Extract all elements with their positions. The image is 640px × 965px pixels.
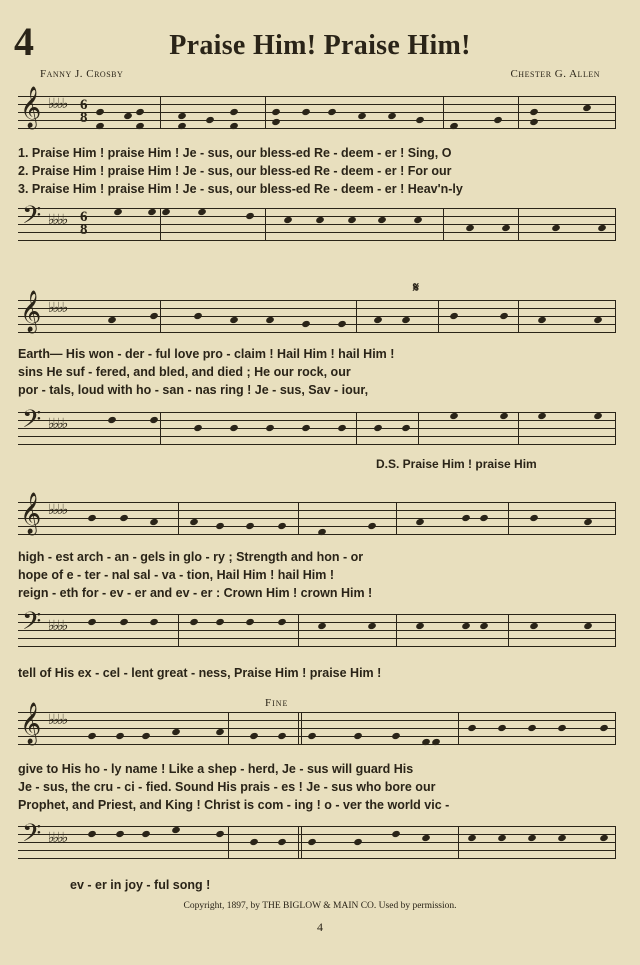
note-head-icon: [141, 732, 151, 740]
note-head-icon: [277, 838, 287, 846]
staff-line: [18, 316, 616, 317]
staff-line: [18, 120, 616, 121]
note-head-icon: [107, 416, 117, 424]
staff-line: [18, 104, 616, 105]
staff-line: [18, 614, 616, 615]
key-signature-icon: ♭♭♭♭: [48, 212, 67, 228]
staff-line: [18, 834, 616, 835]
bar-line: [298, 614, 299, 647]
note-head-icon: [401, 316, 411, 324]
note-head-icon: [387, 112, 397, 120]
bass-staff-1: [18, 201, 616, 242]
note-head-icon: [307, 732, 317, 740]
note-head-icon: [193, 312, 203, 320]
bar-line: [458, 826, 459, 859]
staff-line: [18, 526, 616, 527]
note-head-icon: [265, 316, 275, 324]
note-head-icon: [499, 412, 509, 420]
note-head-icon: [215, 618, 225, 626]
note-head-icon: [229, 316, 239, 324]
staff-line: [18, 428, 616, 429]
note-head-icon: [301, 108, 311, 116]
note-head-icon: [401, 424, 411, 432]
bass-staff-2: [18, 405, 616, 446]
bar-line: [615, 826, 616, 859]
note-head-icon: [593, 412, 603, 420]
note-head-icon: [249, 838, 259, 846]
note-head-icon: [277, 732, 287, 740]
staff-line: [18, 112, 616, 113]
note-head-icon: [271, 108, 281, 116]
note-head-icon: [415, 518, 425, 526]
note-head-icon: [249, 732, 259, 740]
note-head-icon: [461, 622, 471, 630]
bar-line: [298, 826, 299, 859]
staff-line: [18, 736, 616, 737]
note-head-icon: [391, 732, 401, 740]
bar-line: [443, 96, 444, 129]
fine-marking: Fine: [265, 697, 289, 709]
staff-line: [18, 224, 616, 225]
treble-staff-1: [18, 87, 616, 130]
note-head-icon: [161, 208, 171, 216]
staff-line: [18, 308, 616, 309]
note-head-icon: [149, 416, 159, 424]
bar-line: [518, 96, 519, 129]
bar-line: [396, 614, 397, 647]
bar-line: [615, 502, 616, 535]
note-head-icon: [497, 724, 507, 732]
lyric-line-2-verse-3: por - tals, loud with ho - san - nas ring ! Je - sus, Sav - iour,: [18, 383, 369, 397]
note-head-icon: [599, 724, 609, 732]
note-head-icon: [527, 724, 537, 732]
bar-line: [418, 412, 419, 445]
staff-line: [18, 518, 616, 519]
note-head-icon: [193, 424, 203, 432]
lyric-line-4-verse-1: give to His ho - ly name ! Like a shep - herd, Je - sus will guard His: [18, 762, 414, 776]
note-head-icon: [529, 514, 539, 522]
note-head-icon: [367, 522, 377, 530]
staff-line: [18, 444, 616, 445]
note-head-icon: [113, 208, 123, 216]
note-head-icon: [467, 724, 477, 732]
staff-line: [18, 850, 616, 851]
bar-line: [228, 712, 229, 745]
note-head-icon: [413, 216, 423, 224]
note-head-icon: [171, 826, 181, 834]
note-head-icon: [205, 116, 215, 124]
bar-line: [443, 208, 444, 241]
key-signature-icon: ♭♭♭♭: [48, 830, 67, 846]
note-head-icon: [87, 618, 97, 626]
note-head-icon: [277, 522, 287, 530]
bar-line: [518, 208, 519, 241]
note-head-icon: [115, 732, 125, 740]
note-head-icon: [582, 104, 592, 112]
note-head-icon: [245, 522, 255, 530]
note-head-icon: [353, 732, 363, 740]
note-head-icon: [215, 830, 225, 838]
treble-staff-3: [18, 493, 616, 536]
note-head-icon: [497, 834, 507, 842]
staff-line: [18, 502, 616, 503]
note-head-icon: [337, 320, 347, 328]
staff-line: [18, 826, 616, 827]
note-head-icon: [123, 112, 133, 120]
note-head-icon: [87, 732, 97, 740]
bar-line: [615, 300, 616, 333]
bar-line: [508, 614, 509, 647]
author-credit: Fanny J. Crosby: [40, 68, 124, 80]
note-head-icon: [87, 514, 97, 522]
key-signature-icon: ♭♭♭♭: [48, 300, 67, 316]
lyric-line-1-verse-2: 2. Praise Him ! praise Him ! Je - sus, our bless-ed Re - deem - er ! For our: [18, 164, 452, 178]
note-head-icon: [141, 830, 151, 838]
note-head-icon: [171, 728, 181, 736]
note-head-icon: [135, 108, 145, 116]
note-head-icon: [317, 622, 327, 630]
note-head-icon: [357, 112, 367, 120]
treble-clef-icon: 𝄞: [20, 493, 42, 534]
staff-line: [18, 712, 616, 713]
note-head-icon: [107, 316, 117, 324]
note-head-icon: [149, 518, 159, 526]
segno-icon: 𝄋: [413, 281, 420, 296]
note-head-icon: [557, 834, 567, 842]
note-head-icon: [115, 830, 125, 838]
note-head-icon: [149, 312, 159, 320]
note-head-icon: [353, 838, 363, 846]
bar-line: [301, 826, 302, 859]
note-head-icon: [391, 830, 401, 838]
note-head-icon: [229, 424, 239, 432]
key-signature-icon: ♭♭♭♭: [48, 96, 67, 112]
note-head-icon: [479, 622, 489, 630]
bar-line: [508, 502, 509, 535]
note-head-icon: [119, 618, 129, 626]
bass-staff-4: [18, 819, 616, 860]
note-head-icon: [301, 320, 311, 328]
bar-line: [160, 412, 161, 445]
note-head-icon: [189, 618, 199, 626]
staff-line: [18, 96, 616, 97]
lyric-line-4-verse-3: Prophet, and Priest, and King ! Christ is com - ing ! o - ver the world vic -: [18, 798, 450, 812]
note-head-icon: [537, 316, 547, 324]
note-head-icon: [493, 116, 503, 124]
note-head-icon: [265, 424, 275, 432]
staff-line: [18, 858, 616, 859]
staff-line: [18, 208, 616, 209]
note-head-icon: [501, 224, 511, 232]
bar-line: [615, 96, 616, 129]
staff-line: [18, 510, 616, 511]
note-head-icon: [449, 412, 459, 420]
note-head-icon: [583, 518, 593, 526]
staff-line: [18, 720, 616, 721]
note-head-icon: [95, 108, 105, 116]
note-head-icon: [593, 316, 603, 324]
note-head-icon: [229, 108, 239, 116]
bar-line: [615, 712, 616, 745]
bass-staff-3: [18, 607, 616, 648]
page-number: 4: [317, 920, 323, 934]
staff-line: [18, 332, 616, 333]
staff-line: [18, 744, 616, 745]
bar-line: [298, 502, 299, 535]
note-head-icon: [597, 224, 607, 232]
note-head-icon: [421, 834, 431, 842]
note-head-icon: [245, 618, 255, 626]
note-head-icon: [449, 312, 459, 320]
lyric-line-1-verse-1: 1. Praise Him ! praise Him ! Je - sus, our bless-ed Re - deem - er ! Sing, O: [18, 146, 452, 160]
bar-line: [298, 712, 299, 745]
note-head-icon: [347, 216, 357, 224]
note-head-icon: [499, 312, 509, 320]
staff-line: [18, 128, 616, 129]
bar-line: [518, 300, 519, 333]
composer-credit: Chester G. Allen: [510, 68, 600, 80]
time-signature: 6 8: [80, 97, 88, 126]
note-head-icon: [461, 514, 471, 522]
staff-line: [18, 412, 616, 413]
note-head-icon: [87, 830, 97, 838]
note-head-icon: [245, 212, 255, 220]
refrain-lyric-line-3: tell of His ex - cel - lent great - ness, Praise Him ! praise Him !: [18, 666, 382, 680]
bar-line: [160, 208, 161, 241]
note-head-icon: [377, 216, 387, 224]
bass-clef-icon: 𝄢: [22, 201, 42, 236]
note-head-icon: [599, 834, 609, 842]
note-head-icon: [337, 424, 347, 432]
note-head-icon: [147, 208, 157, 216]
staff-line: [18, 728, 616, 729]
bar-line: [356, 300, 357, 333]
lyric-line-4-verse-2: Je - sus, the cru - ci - fied. Sound His prais - es ! Je - sus who bore our: [18, 780, 436, 794]
note-head-icon: [557, 724, 567, 732]
bar-line: [356, 412, 357, 445]
staff-line: [18, 622, 616, 623]
staff-line: [18, 638, 616, 639]
staff-line: [18, 324, 616, 325]
bar-line: [178, 614, 179, 647]
bar-line: [615, 208, 616, 241]
bass-clef-icon: 𝄢: [22, 405, 42, 440]
note-head-icon: [177, 112, 187, 120]
note-head-icon: [527, 834, 537, 842]
key-signature-icon: ♭♭♭♭: [48, 502, 67, 518]
lyric-line-2-verse-1: Earth— His won - der - ful love pro - claim ! Hail Him ! hail Him !: [18, 347, 395, 361]
note-head-icon: [215, 522, 225, 530]
note-head-icon: [277, 618, 287, 626]
hymn-title: Praise Him! Praise Him!: [169, 30, 471, 61]
note-head-icon: [315, 216, 325, 224]
staff-line: [18, 300, 616, 301]
staff-line: [18, 534, 616, 535]
refrain-lyric-line-2: D.S. Praise Him ! praise Him: [376, 457, 537, 471]
treble-clef-icon: 𝄞: [20, 87, 42, 128]
bar-line: [301, 712, 302, 745]
note-head-icon: [373, 424, 383, 432]
note-head-icon: [327, 108, 337, 116]
bar-line: [518, 412, 519, 445]
note-head-icon: [479, 514, 489, 522]
note-head-icon: [583, 622, 593, 630]
lyric-line-2-verse-2: sins He suf - fered, and bled, and died ; He our rock, our: [18, 365, 351, 379]
note-head-icon: [197, 208, 207, 216]
key-signature-icon: ♭♭♭♭: [48, 618, 67, 634]
bass-clef-icon: 𝄢: [22, 819, 42, 854]
note-head-icon: [373, 316, 383, 324]
staff-line: [18, 232, 616, 233]
lyric-line-3-verse-3: reign - eth for - ev - er and ev - er : Crown Him ! crown Him !: [18, 586, 373, 600]
note-head-icon: [465, 224, 475, 232]
treble-staff-2: [18, 291, 616, 334]
staff-line: [18, 436, 616, 437]
staff-line: [18, 630, 616, 631]
bar-line: [265, 96, 266, 129]
bar-line: [228, 826, 229, 859]
treble-clef-icon: 𝄞: [20, 703, 42, 744]
copyright-notice: Copyright, 1897, by THE BIGLOW & MAIN CO. Used by permission.: [183, 901, 457, 911]
bar-line: [438, 300, 439, 333]
note-head-icon: [529, 108, 539, 116]
staff-line: [18, 646, 616, 647]
treble-clef-icon: 𝄞: [20, 291, 42, 332]
note-head-icon: [119, 514, 129, 522]
bar-line: [178, 502, 179, 535]
note-head-icon: [189, 518, 199, 526]
note-head-icon: [415, 116, 425, 124]
refrain-lyric-line-4: ev - er in joy - ful song !: [70, 878, 211, 892]
note-head-icon: [529, 622, 539, 630]
bar-line: [265, 208, 266, 241]
note-head-icon: [283, 216, 293, 224]
lyric-line-3-verse-2: hope of e - ter - nal sal - va - tion, Hail Him ! hail Him !: [18, 568, 335, 582]
hymn-number: 4: [14, 19, 34, 64]
key-signature-icon: ♭♭♭♭: [48, 416, 67, 432]
note-head-icon: [415, 622, 425, 630]
note-head-icon: [271, 118, 281, 126]
bar-line: [160, 96, 161, 129]
note-head-icon: [149, 618, 159, 626]
time-signature: 6 8: [80, 209, 88, 238]
bass-clef-icon: 𝄢: [22, 607, 42, 642]
bar-line: [160, 300, 161, 333]
bar-line: [615, 614, 616, 647]
bar-line: [458, 712, 459, 745]
note-head-icon: [467, 834, 477, 842]
key-signature-icon: ♭♭♭♭: [48, 712, 67, 728]
note-head-icon: [551, 224, 561, 232]
bar-line: [396, 502, 397, 535]
note-head-icon: [529, 118, 539, 126]
note-head-icon: [307, 838, 317, 846]
lyric-line-3-verse-1: high - est arch - an - gels in glo - ry ; Strength and hon - or: [18, 550, 364, 564]
bar-line: [615, 412, 616, 445]
note-head-icon: [301, 424, 311, 432]
note-head-icon: [215, 728, 225, 736]
lyric-line-1-verse-3: 3. Praise Him ! praise Him ! Je - sus, our bless-ed Re - deem - er ! Heav'n-ly: [18, 182, 463, 196]
note-head-icon: [537, 412, 547, 420]
staff-line: [18, 240, 616, 241]
staff-line: [18, 842, 616, 843]
note-head-icon: [367, 622, 377, 630]
